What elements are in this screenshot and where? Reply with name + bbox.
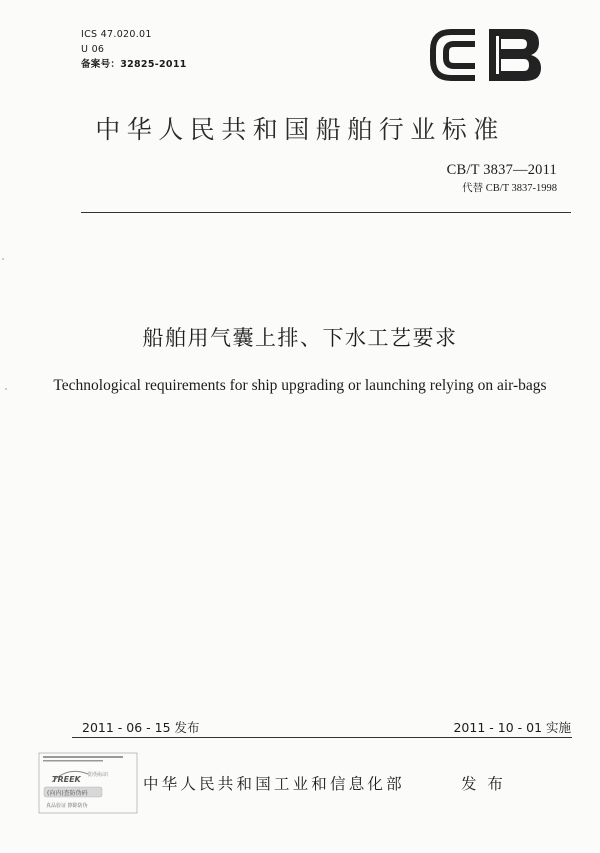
title-english: Technological requirements for ship upgrading or launching relying on air-bags [53, 377, 547, 394]
issuer-action: 发 布 [461, 775, 506, 793]
classification-block [81, 27, 187, 72]
stamp-code-hint: (向内)查防伪码 [47, 790, 88, 797]
implementation-date: 2011 - 10 - 01 实施 [453, 720, 571, 735]
issuing-authority: 中华人民共和国工业和信息化部 [143, 775, 405, 793]
standard-type-heading: 中华人民共和国船舶行业标准 [95, 115, 505, 144]
stamp-label: 防伪标识 [88, 772, 109, 778]
replaces-standard: 代替 CB/T 3837-1998 [462, 183, 557, 194]
stamp-verify-text: 真品验证 擦除防伪 [46, 803, 88, 809]
class-code: U 06 [81, 44, 105, 55]
stamp-brand: TREEK [52, 775, 81, 784]
standard-number: CB/T 3837—2011 [446, 162, 557, 178]
anti-counterfeit-stamp-icon [38, 752, 138, 814]
record-number: 备案号：32825-2011 [81, 59, 187, 70]
bottom-divider [72, 737, 572, 738]
issue-date: 2011 - 06 - 15 发布 [82, 720, 200, 735]
ics-code: ICS 47.020.01 [81, 29, 152, 40]
scan-speck [2, 258, 4, 260]
cb-logo-icon [423, 22, 547, 88]
top-divider [81, 212, 571, 213]
standard-code-block [447, 162, 557, 195]
scan-speck [5, 388, 7, 390]
title-chinese: 船舶用气囊上排、下水工艺要求 [142, 326, 458, 350]
